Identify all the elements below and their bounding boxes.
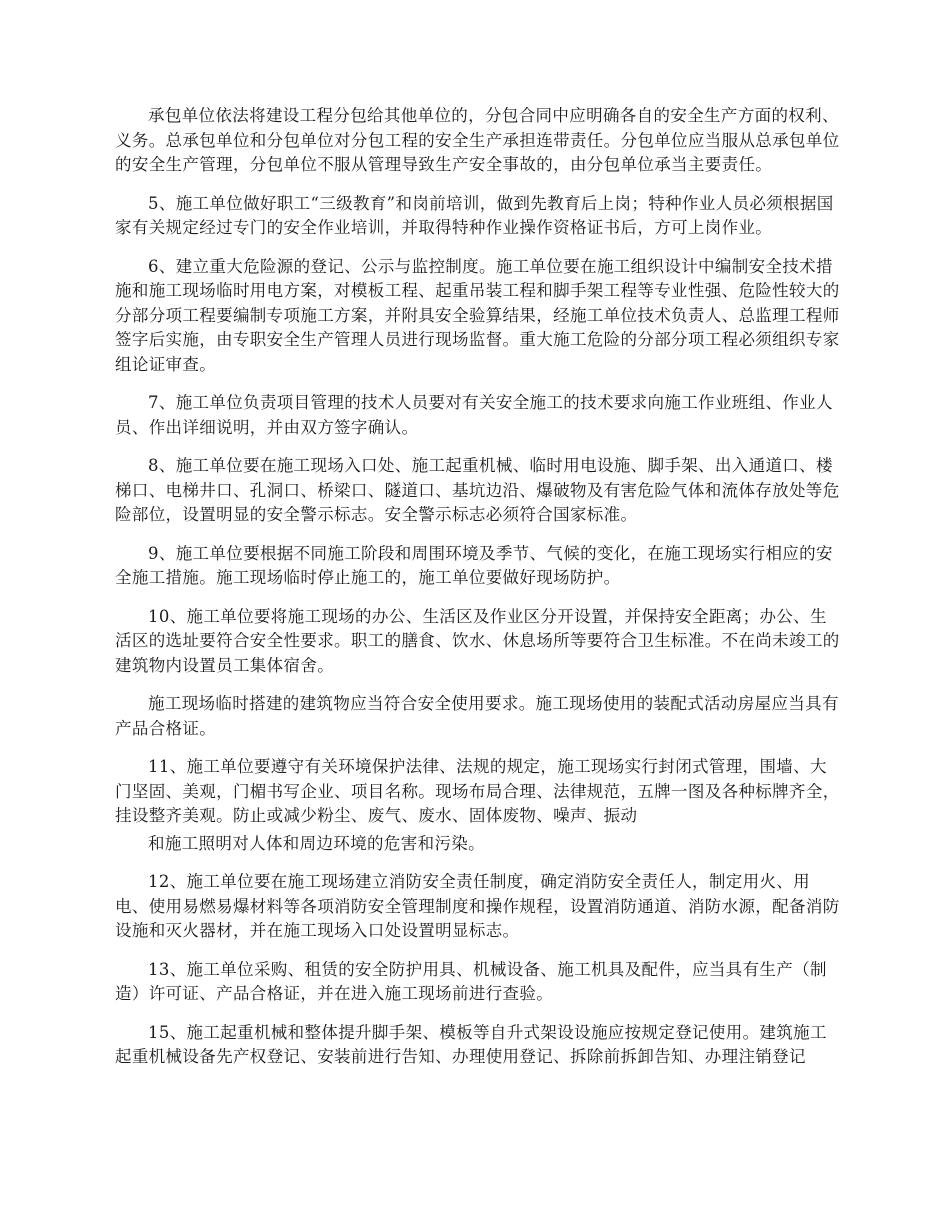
paragraph-item-12: 12、施工单位要在施工现场建立消防安全责任制度，确定消防安全责任人，制定用火、用电、使用易燃易爆材料等各项消防安全管理制度和操作规程，设置消防通道、消防水源，配备消防设施和灭火器材，并在施工现场入口处设置明显标志。 [115,872,840,940]
paragraph-item-15: 15、施工起重机械和整体提升脚手架、模板等自升式架设设施应按规定登记使用。建筑施工起重机械设备先产权登记、安装前进行告知、办理使用登记、拆除前拆卸告知、办理注销登记 [115,1022,827,1066]
paragraph-item-6: 6、建立重大危险源的登记、公示与监控制度。施工单位要在施工组织设计中编制安全技术措施和施工现场临时用电方案，对模板工程、起重吊装工程和脚手架工程等专业性强、危险性较大的分部分项工程要编制专项施工方案，并附具安全验算结果，经施工单位技术负责人、总监理工程师签字后实施，由专职安全生产管理人员进行现场监督。重大施工危险的分部分项工程必须组织专家组论证审查。 [115,256,840,374]
paragraph-item-13: 13、施工单位采购、租赁的安全防护用具、机械设备、施工机具及配件，应当具有生产（制造）许可证、产品合格证，并在进入施工现场前进行查验。 [115,959,827,1003]
document-body [115,104,840,1084]
paragraph-item-11: 11、施工单位要遵守有关环境保护法律、法规的规定，施工现场实行封闭式管理，围墙、大门坚固、美观，门楣书写企业、项目名称。现场布局合理、法律规范，五牌一图及各种标牌齐全，挂设整齐美观。防止或减少粉尘、废气、废水、固体废物、噪声、振动 [115,757,840,825]
paragraph-item-8: 8、施工单位要在施工现场入口处、施工起重机械、临时用电设施、脚手架、出入通道口、楼梯口、电梯井口、孔洞口、桥梁口、隧道口、基坑边沿、爆破物及有害危险气体和流体存放处等危险部位，设置明显的安全警示标志。安全警示标志必须符合国家标准。 [115,456,840,524]
paragraph-item-9: 9、施工单位要根据不同施工阶段和周围环境及季节、气候的变化，在施工现场实行相应的安全施工措施。施工现场临时停止施工的，施工单位要做好现场防护。 [115,543,833,587]
paragraph-temporary-buildings: 施工现场临时搭建的建筑物应当符合安全使用要求。施工现场使用的装配式活动房屋应当具有产品合格证。 [115,694,839,738]
paragraph-subcontract-liability: 承包单位依法将建设工程分包给其他单位的，分包合同中应明确各自的安全生产方面的权利、义务。总承包单位和分包单位对分包工程的安全生产承担连带责任。分包单位应当服从总承包单位的安全生产管理，分包单位不服从管理导致生产安全事故的，由分包单位承当主要责任。 [115,106,840,174]
paragraph-item-5: 5、施工单位做好职工“三级教育”和岗前培训，做到先教育后上岗；特种作业人员必须根据国家有关规定经过专门的安全作业培训，并取得特种作业操作资格证书后，方可上岗作业。 [115,193,834,237]
paragraph-item-11-continued: 和施工照明对人体和周边环境的危害和污染。 [148,833,485,853]
paragraph-item-10: 10、施工单位要将施工现场的办公、生活区及作业区分开设置，并保持安全距离；办公、生活区的选址要符合安全性要求。职工的膳食、饮水、休息场所等要符合卫生标准。不在尚未竣工的建筑物内设置员工集体宿舍。 [115,606,840,675]
paragraph-item-7: 7、施工单位负责项目管理的技术人员要对有关安全施工的技术要求向施工作业班组、作业人员、作出详细说明，并由双方签字确认。 [115,393,833,437]
